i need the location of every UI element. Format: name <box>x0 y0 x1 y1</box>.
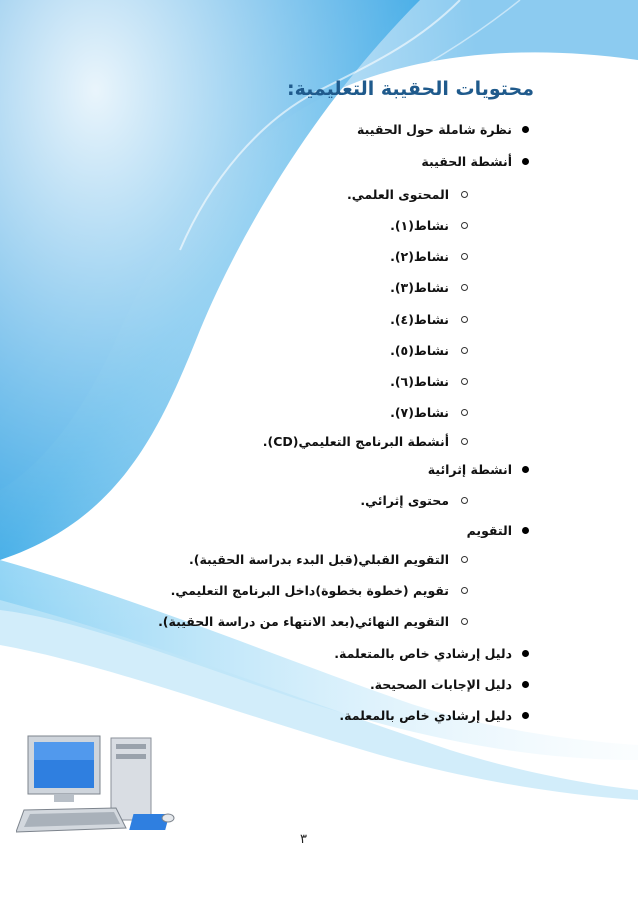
bullet-circle-icon <box>461 316 468 323</box>
page-title: محتويات الحقيبة التعليمية: <box>286 78 534 100</box>
bullet-circle-icon <box>461 284 468 291</box>
bullet-dot-icon <box>522 126 529 133</box>
bullet-dot-icon <box>522 712 529 719</box>
bullet-circle-icon <box>461 347 468 354</box>
list-item-text: المحتوى العلمي. <box>346 187 449 202</box>
list-item-text: نشاط(٦). <box>390 374 449 389</box>
list-item-text: نشاط(١). <box>390 218 449 233</box>
list-item <box>390 280 468 295</box>
list-item-text: أنشطة الحقيبة <box>421 154 512 169</box>
list-item <box>347 187 468 202</box>
desktop-computer-icon <box>16 730 206 840</box>
list-item-text: نظرة شاملة حول الحقيبة <box>357 122 512 137</box>
bullet-dot-icon <box>522 466 529 473</box>
bullet-circle-icon <box>461 222 468 229</box>
bullet-dot-icon <box>522 527 529 534</box>
bullet-dot-icon <box>522 158 529 165</box>
list-item <box>339 708 529 723</box>
list-item-text: انشطة إثرائية <box>427 462 512 477</box>
list-item <box>428 462 529 477</box>
list-item <box>421 154 529 169</box>
bullet-dot-icon <box>522 650 529 657</box>
list-item <box>158 614 468 629</box>
page-number: ٣ <box>300 832 307 847</box>
list-item-text: نشاط(٤). <box>390 312 449 327</box>
list-item-text: نشاط(٥). <box>390 343 449 358</box>
bullet-circle-icon <box>461 497 468 504</box>
list-item <box>263 434 468 449</box>
list-item-text: محتوى إثرائي. <box>360 493 449 508</box>
list-item-text: التقويم <box>466 523 512 538</box>
bullet-circle-icon <box>461 253 468 260</box>
list-item <box>467 523 529 538</box>
bullet-circle-icon <box>461 191 468 198</box>
list-item <box>390 249 468 264</box>
list-item <box>390 218 468 233</box>
list-item-text: تقويم (خطوة بخطوة)داخل البرنامج التعليمي. <box>170 583 449 598</box>
bullet-circle-icon <box>461 378 468 385</box>
list-item <box>390 374 468 389</box>
list-item <box>390 405 468 420</box>
list-item-text: التقويم القبلي(قبل البدء بدراسة الحقيبة). <box>189 552 449 567</box>
list-item-text: نشاط(٢). <box>390 249 449 264</box>
bullet-circle-icon <box>461 409 468 416</box>
list-item <box>360 493 468 508</box>
list-item <box>357 122 529 137</box>
list-item <box>390 343 468 358</box>
list-item <box>334 646 529 661</box>
list-item-text: دليل الإجابات الصحيحة. <box>369 677 512 692</box>
bullet-dot-icon <box>522 681 529 688</box>
list-item-text: دليل إرشادي خاص بالمعلمة. <box>339 708 512 723</box>
bullet-circle-icon <box>461 587 468 594</box>
list-item-text: التقويم النهائي(بعد الانتهاء من دراسة الحقيبة). <box>158 614 449 629</box>
list-item-text: نشاط(٧). <box>390 405 449 420</box>
list-item <box>171 583 468 598</box>
bullet-circle-icon <box>461 556 468 563</box>
list-item <box>189 552 468 567</box>
list-item-text: أنشطة البرنامج التعليمي(CD). <box>262 434 449 449</box>
list-item-text: دليل إرشادي خاص بالمتعلمة. <box>334 646 512 661</box>
list-item <box>390 312 468 327</box>
bullet-circle-icon <box>461 438 468 445</box>
list-item-text: نشاط(٣). <box>390 280 449 295</box>
list-item <box>370 677 529 692</box>
bullet-circle-icon <box>461 618 468 625</box>
